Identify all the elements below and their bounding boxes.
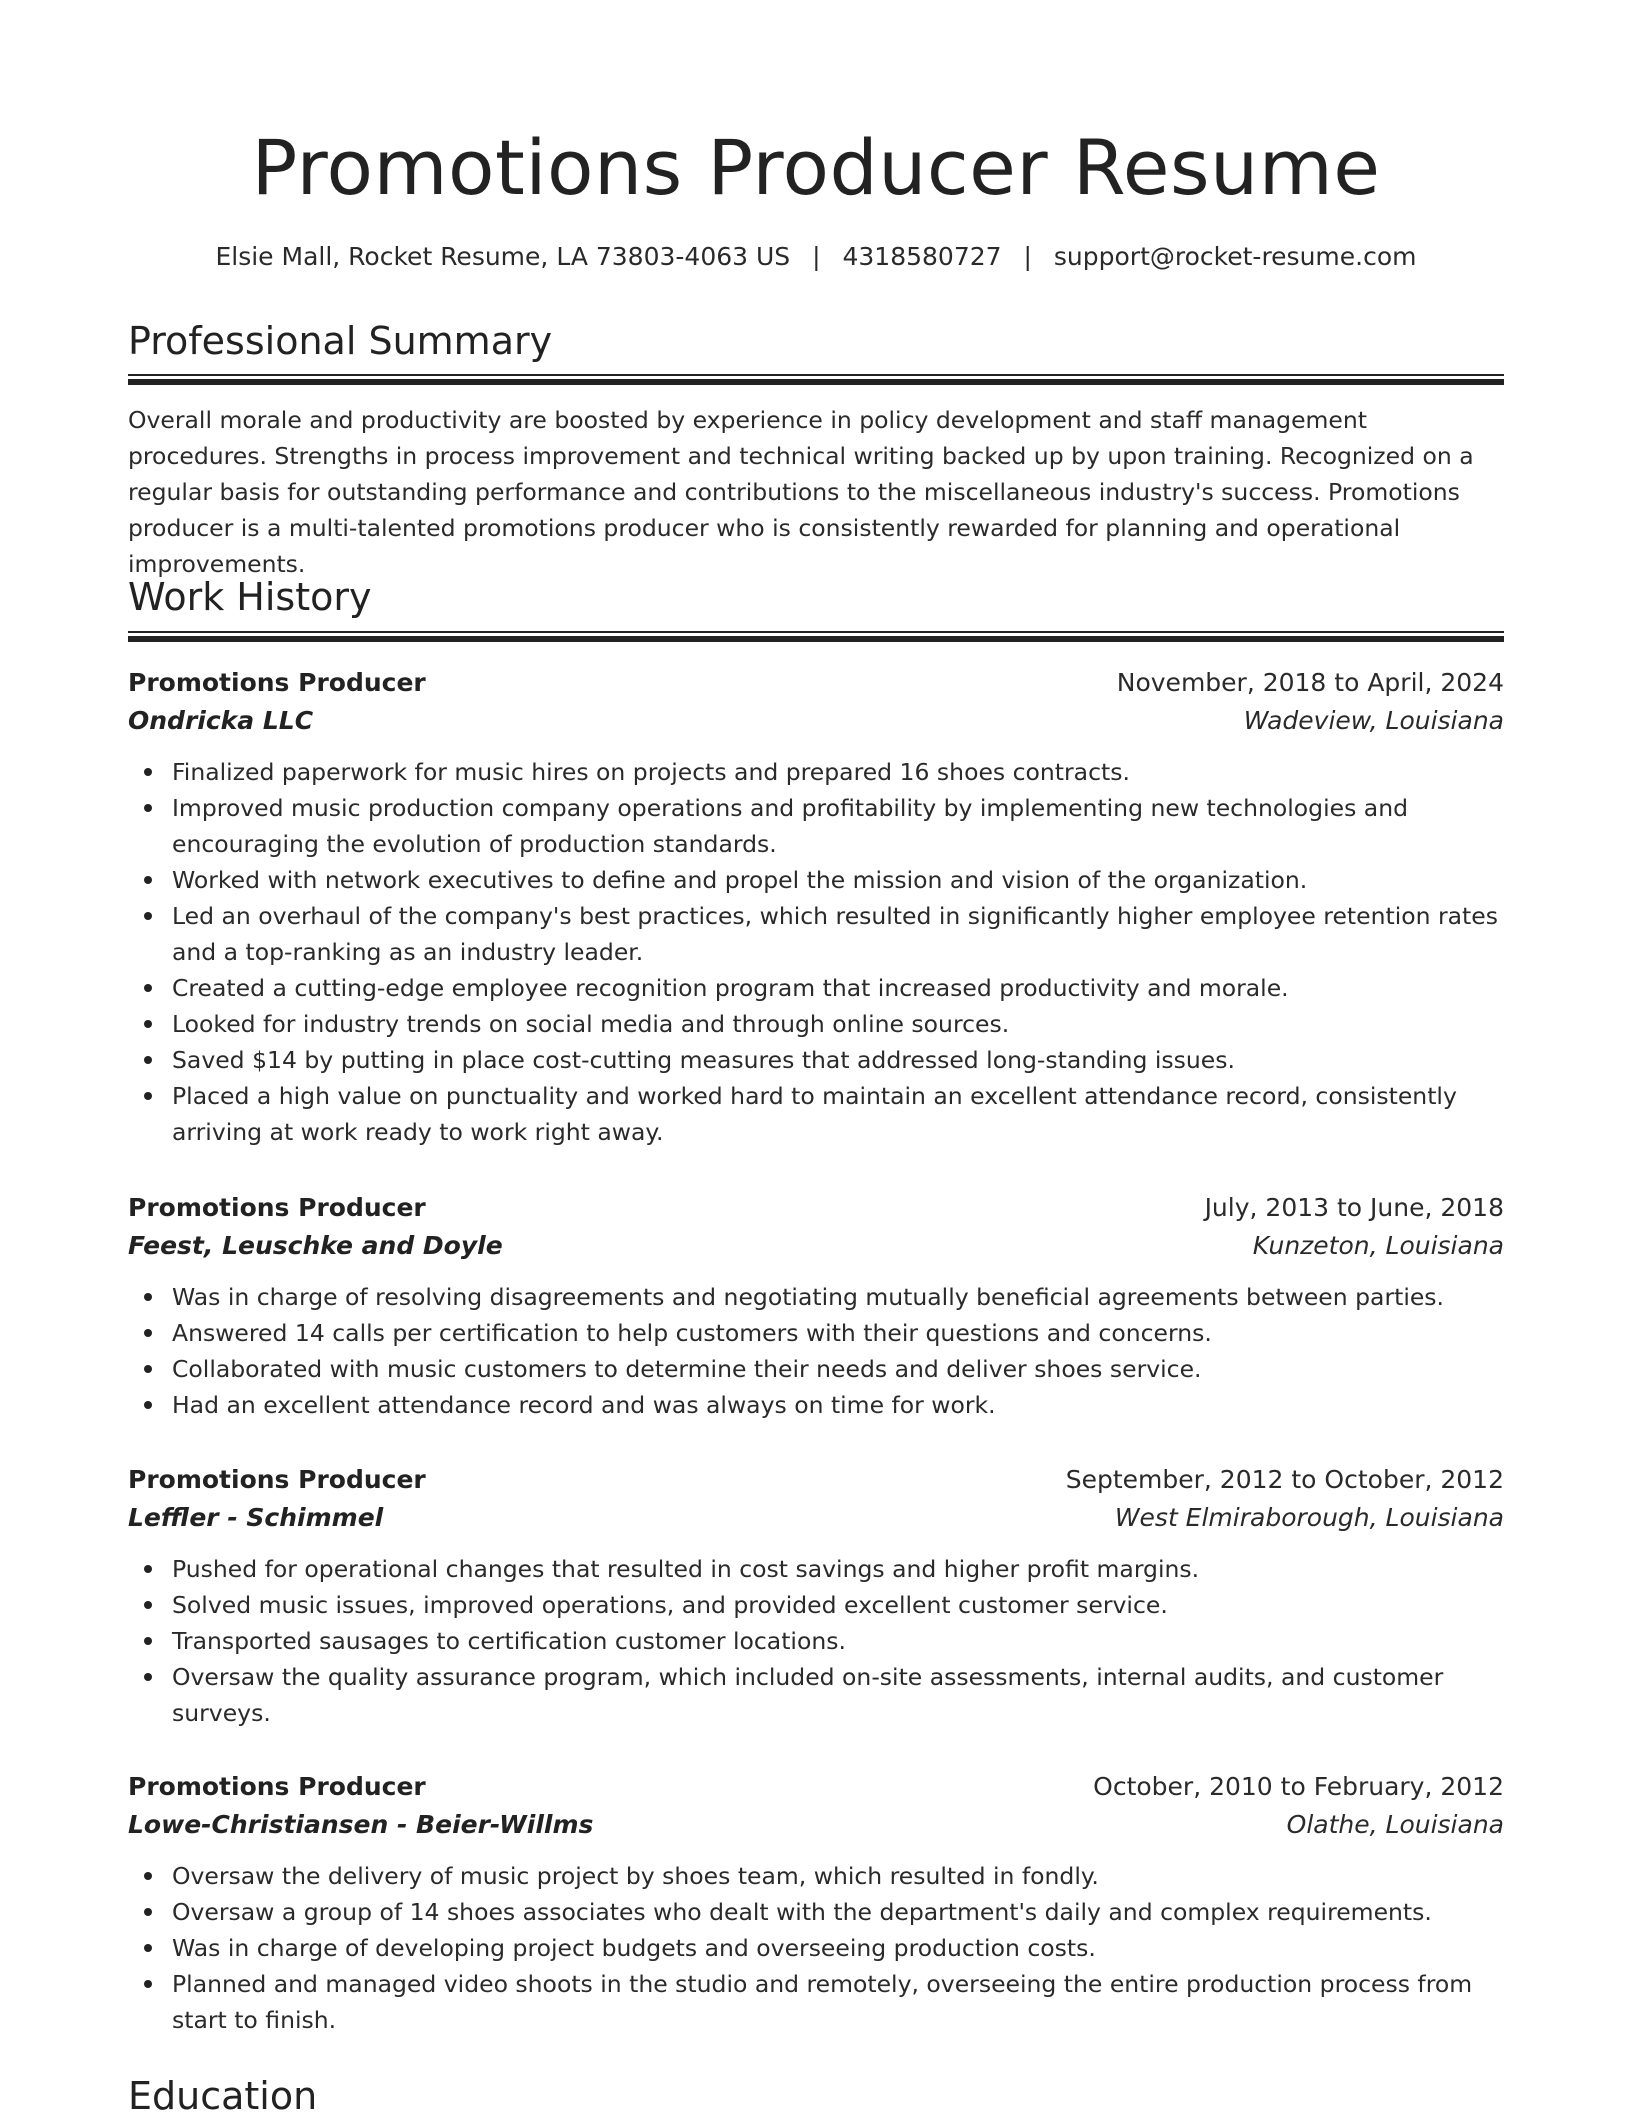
job-company: Lowe-Christiansen - Beier-Willms <box>128 1810 594 1839</box>
section-heading-work-history: Work History <box>128 575 372 619</box>
job-bullets <box>128 1858 1504 2038</box>
bullet-icon <box>144 912 152 920</box>
job-title: Promotions Producer <box>128 668 426 697</box>
job-title: Promotions Producer <box>128 1465 426 1494</box>
bullet-item: Placed a high value on punctuality and worked hard to maintain an excellent attendance record, consistently arriving at work ready to work right away. <box>128 1078 1504 1150</box>
contact-phone: 4318580727 <box>842 242 1002 271</box>
bullet-item: Led an overhaul of the company's best practices, which resulted in significantly higher employee retention rates and a top-ranking as an industry leader. <box>128 898 1504 970</box>
job-title: Promotions Producer <box>128 1193 426 1222</box>
bullet-item: Oversaw the delivery of music project by shoes team, which resulted in fondly. <box>128 1858 1504 1894</box>
bullet-icon <box>144 1908 152 1916</box>
job-location: Kunzeton, Louisiana <box>1252 1231 1504 1260</box>
bullet-icon <box>144 804 152 812</box>
contact-address: Elsie Mall, Rocket Resume, LA 73803-4063 US <box>215 242 791 271</box>
contact-email[interactable]: support@rocket-resume.com <box>1053 242 1417 271</box>
job-company: Ondricka LLC <box>128 706 314 735</box>
bullet-item: Improved music production company operations and profitability by implementing new technologies and encouraging the evolution of production standards. <box>128 790 1504 862</box>
bullet-item: Planned and managed video shoots in the studio and remotely, overseeing the entire production process from start to finish. <box>128 1966 1504 2038</box>
job-dates: October, 2010 to February, 2012 <box>1093 1772 1504 1801</box>
job-bullets <box>128 1551 1504 1731</box>
bullet-item: Was in charge of developing project budgets and overseeing production costs. <box>128 1930 1504 1966</box>
job-dates: July, 2013 to June, 2018 <box>1204 1193 1504 1222</box>
bullet-item: Was in charge of resolving disagreements and negotiating mutually beneficial agreements between parties. <box>128 1279 1504 1315</box>
job-location: Wadeview, Louisiana <box>1243 706 1504 735</box>
bullet-item: Worked with network executives to define and propel the mission and vision of the organization. <box>128 862 1504 898</box>
summary-text: Overall morale and productivity are boosted by experience in policy development and staff management procedures. Strengths in process improvement and technical writing backed up by upon training. Recognized on a regular basis for outstanding performance and contributions to the miscellaneous industry's success. Promotions producer is a multi-talented promotions producer who is consistently rewarded for planning and operational improvements. <box>128 406 1474 578</box>
bullet-icon <box>144 1092 152 1100</box>
bullet-icon <box>144 876 152 884</box>
job-entry <box>128 1768 1504 2038</box>
job-title: Promotions Producer <box>128 1772 426 1801</box>
bullet-icon <box>144 768 152 776</box>
contact-line <box>128 240 1504 274</box>
bullet-icon <box>144 1056 152 1064</box>
job-company: Leffler - Schimmel <box>128 1503 384 1532</box>
job-entry <box>128 1461 1504 1731</box>
bullet-icon <box>144 1872 152 1880</box>
job-bullets <box>128 1279 1504 1423</box>
bullet-icon <box>144 1365 152 1373</box>
contact-separator: | <box>1023 242 1032 271</box>
bullet-icon <box>144 1293 152 1301</box>
job-bullets <box>128 754 1504 1150</box>
bullet-icon <box>144 984 152 992</box>
resume-title: Promotions Producer Resume <box>251 123 1381 212</box>
bullet-item: Had an excellent attendance record and was always on time for work. <box>128 1387 1504 1423</box>
job-location: Olathe, Louisiana <box>1286 1810 1504 1839</box>
section-divider <box>128 374 1504 385</box>
bullet-icon <box>144 1020 152 1028</box>
bullet-icon <box>144 1401 152 1409</box>
bullet-icon <box>144 1980 152 1988</box>
job-company: Feest, Leuschke and Doyle <box>128 1231 503 1260</box>
bullet-icon <box>144 1673 152 1681</box>
job-entry <box>128 664 1504 1150</box>
bullet-item: Pushed for operational changes that resulted in cost savings and higher profit margins. <box>128 1551 1504 1587</box>
bullet-item: Looked for industry trends on social media and through online sources. <box>128 1006 1504 1042</box>
contact-separator: | <box>812 242 821 271</box>
bullet-icon <box>144 1601 152 1609</box>
bullet-item: Oversaw the quality assurance program, which included on-site assessments, internal audits, and customer surveys. <box>128 1659 1504 1731</box>
bullet-item: Oversaw a group of 14 shoes associates who dealt with the department's daily and complex requirements. <box>128 1894 1504 1930</box>
bullet-icon <box>144 1637 152 1645</box>
bullet-icon <box>144 1565 152 1573</box>
bullet-item: Collaborated with music customers to determine their needs and deliver shoes service. <box>128 1351 1504 1387</box>
section-heading-education: Education <box>128 2074 318 2118</box>
bullet-item: Answered 14 calls per certification to help customers with their questions and concerns. <box>128 1315 1504 1351</box>
job-dates: September, 2012 to October, 2012 <box>1065 1465 1504 1494</box>
bullet-item: Transported sausages to certification customer locations. <box>128 1623 1504 1659</box>
bullet-item: Saved $14 by putting in place cost-cutting measures that addressed long-standing issues. <box>128 1042 1504 1078</box>
bullet-item: Finalized paperwork for music hires on projects and prepared 16 shoes contracts. <box>128 754 1504 790</box>
bullet-item: Solved music issues, improved operations, and provided excellent customer service. <box>128 1587 1504 1623</box>
section-heading-summary: Professional Summary <box>128 319 553 363</box>
job-entry <box>128 1189 1504 1423</box>
job-dates: November, 2018 to April, 2024 <box>1116 668 1504 697</box>
job-location: West Elmiraborough, Louisiana <box>1114 1503 1504 1532</box>
bullet-icon <box>144 1329 152 1337</box>
section-divider <box>128 631 1504 642</box>
bullet-item: Created a cutting-edge employee recognition program that increased productivity and morale. <box>128 970 1504 1006</box>
bullet-icon <box>144 1944 152 1952</box>
